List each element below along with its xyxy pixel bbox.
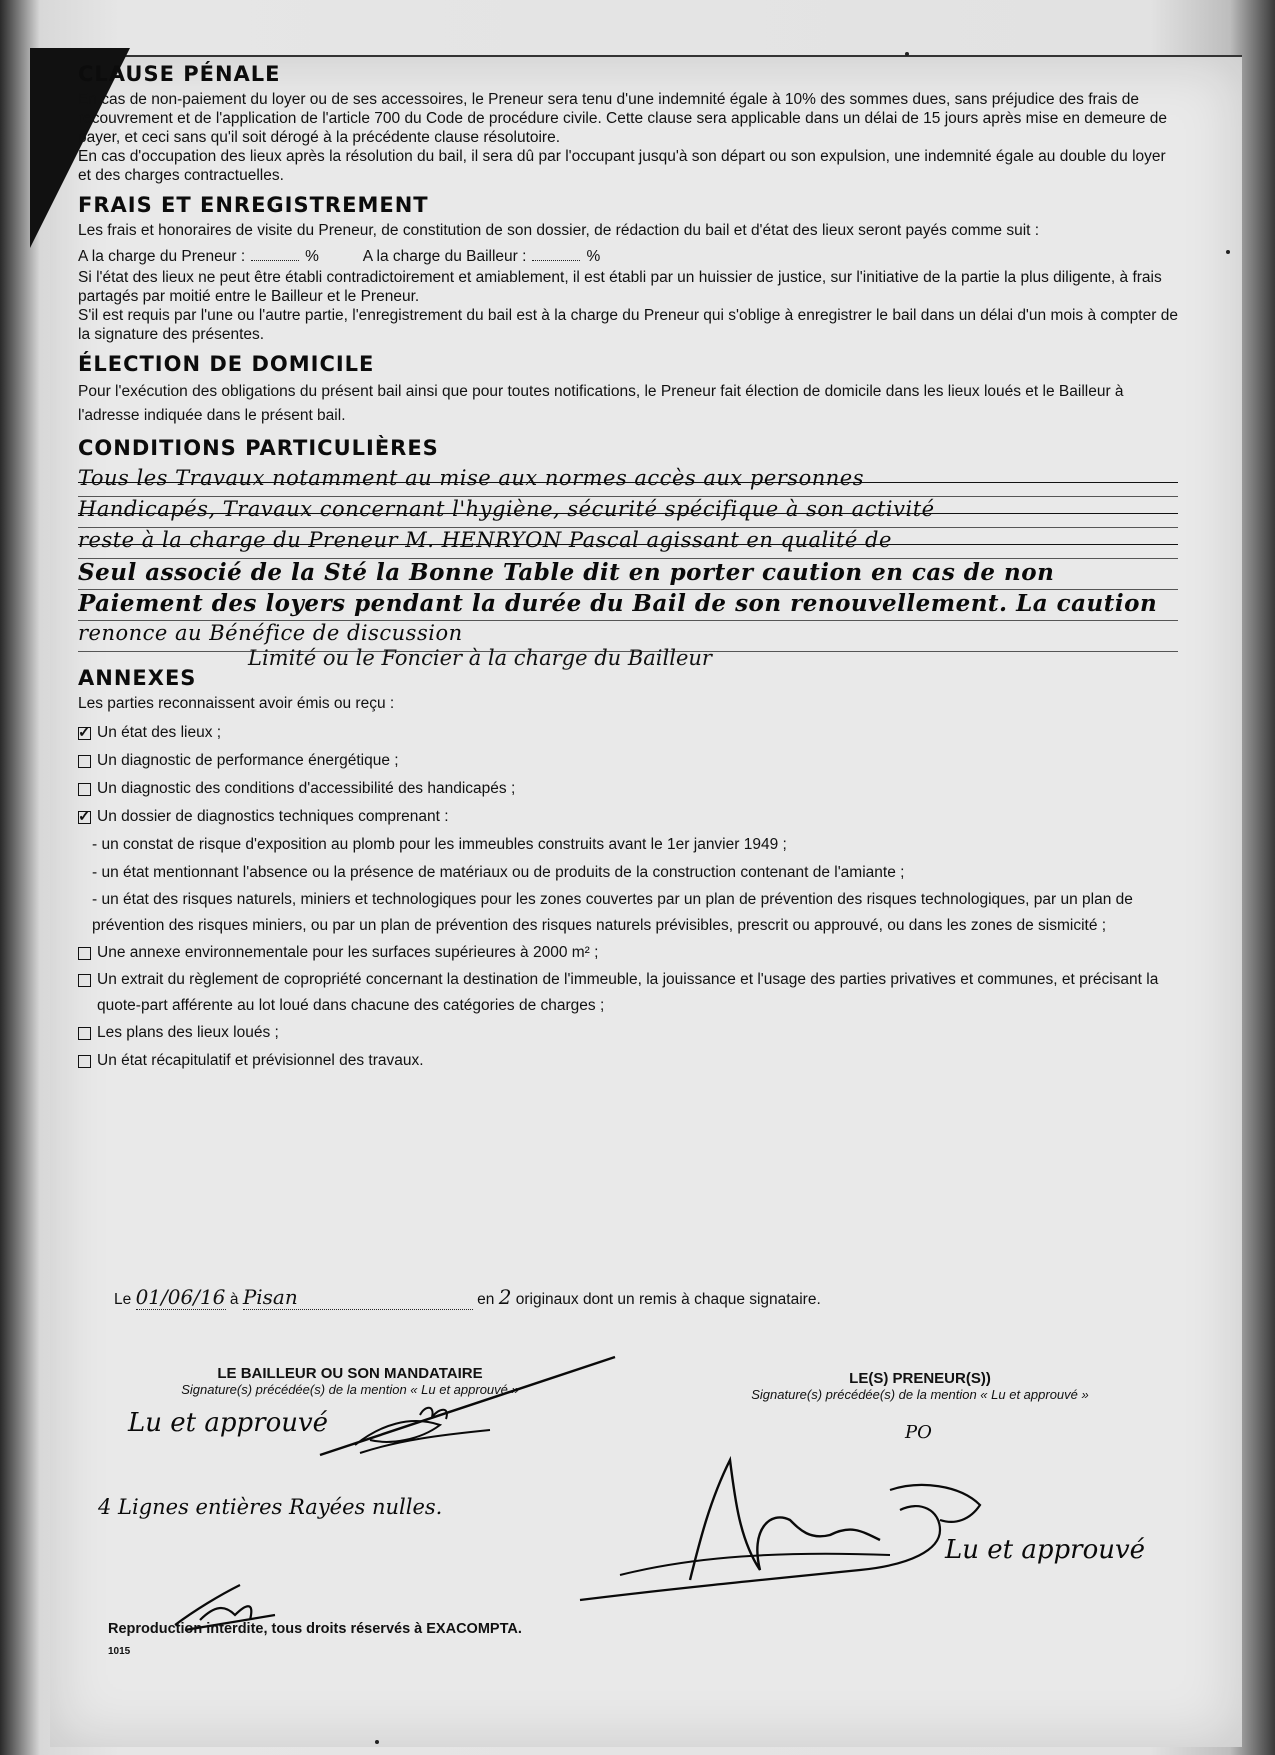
annexes-list (78, 719, 1178, 1075)
annex-checkbox[interactable] (78, 947, 91, 960)
preneur-title: LE(S) PRENEUR(S)) (849, 1370, 991, 1387)
annex-sub-1: - un constat de risque d'exposition au plomb pour les immeubles construits avant le 1er janvier 1949 ; (92, 836, 787, 853)
annex-label: Une annexe environnementale pour les surfaces supérieures à 2000 m² ; (97, 944, 599, 961)
annex-item (78, 967, 1178, 1019)
annex-label: Un dossier de diagnostics techniques comprenant : (97, 808, 449, 825)
scan-speck (905, 52, 909, 56)
signing-count: 2 (498, 1285, 512, 1309)
bailleur-lines-note: 4 Lignes entières Rayées nulles. (98, 1495, 443, 1519)
annex-sub-3: - un état des risques naturels, miniers et technologiques pour les zones couvertes par un plan de prévention des risques technologiques, par un plan de prévention des risques miniers, ou par un plan de prévention des risques naturels prévisibles, prescrit ou approuvé, ou dans les zones de sismicité ; (92, 891, 1133, 934)
annex-item (78, 939, 1178, 967)
scan-speck (1226, 250, 1230, 254)
frais-text-1: Les frais et honoraires de visite du Preneur, de constitution de son dossier, de rédaction du bail et d'état des lieux seront payés comme suit : (78, 222, 1040, 239)
signing-en: en (477, 1291, 495, 1308)
annex-checkbox[interactable] (78, 755, 91, 768)
annex-checkbox[interactable] (78, 811, 91, 824)
signing-rest: originaux dont un remis à chaque signataire. (515, 1291, 821, 1308)
annex-item (78, 719, 1178, 747)
annex-sub-2: - un état mentionnant l'absence ou la présence de matériaux ou de produits de la construction contenant de l'amiante ; (92, 864, 905, 881)
conditions-line: Paiement des loyers pendant la durée du Bail de son renouvellement. La caution (78, 590, 1178, 621)
conditions-handwritten-lines (78, 466, 1178, 652)
charge-bailleur-blank (532, 260, 580, 261)
preneur-signature-scribble (560, 1440, 1080, 1610)
annex-item (78, 803, 1178, 831)
signing-date: 01/06/16 (135, 1285, 226, 1309)
charge-row (78, 248, 1178, 266)
bailleur-note: Signature(s) précédée(s) de la mention « Lu et approuvé » (181, 1382, 519, 1397)
section-annexes (78, 666, 1178, 1075)
charge-preneur-blank (251, 260, 299, 261)
conditions-title: CONDITIONS PARTICULIÈRES (78, 436, 439, 460)
charge-preneur-label: A la charge du Preneur : (78, 248, 246, 265)
annex-checkbox[interactable] (78, 1055, 91, 1068)
annex-checkbox[interactable] (78, 783, 91, 796)
conditions-extra-line: Limité ou le Foncier à la charge du Bailleur (248, 646, 712, 670)
charge-bailleur-percent: % (586, 248, 601, 265)
charge-preneur-percent: % (305, 248, 319, 265)
conditions-line: reste à la charge du Preneur M. HENRYON Pascal agissant en qualité de (78, 528, 1178, 559)
conditions-line: Tous les Travaux notamment au mise aux normes accès aux personnes (78, 466, 1178, 497)
preneur-note: Signature(s) précédée(s) de la mention « Lu et approuvé » (751, 1387, 1089, 1402)
clause-penale-text-2: En cas d'occupation des lieux après la résolution du bail, il sera dû par l'occupant jusqu'à son départ ou son expulsion, une indemnité égale au double du loyer et des charges contractuelles. (78, 148, 1166, 184)
annex-label: Un diagnostic des conditions d'accessibilité des handicapés ; (97, 780, 516, 797)
annex-item (78, 775, 1178, 803)
frais-text-3: S'il est requis par l'une ou l'autre partie, l'enregistrement du bail est à la charge du Preneur qui s'oblige à enregistrer le bail dans un délai d'un mois à compter de la signature des présentes. (78, 307, 1178, 343)
annex-checkbox[interactable] (78, 974, 91, 987)
footer-code: 1015 (108, 1646, 131, 1657)
annexes-intro: Les parties reconnaissent avoir émis ou reçu : (78, 695, 395, 712)
clause-penale-text-1: En cas de non-paiement du loyer ou de ses accessoires, le Preneur sera tenu d'une indemnité égale à 10% des sommes dues, sans préjudice des frais de recouvrement et de l'application de l'article 700 du Code de procédure civile. Cette clause sera applicable dans un délai de 15 jours après mise en demeure de payer, et ceci sans qu'il soit dérogé à la précédente clause résolutoire. (78, 91, 1167, 146)
election-title: ÉLECTION DE DOMICILE (78, 352, 375, 376)
signing-place: Pisan (243, 1285, 473, 1310)
conditions-line: Handicapés, Travaux concernant l'hygiène, sécurité spécifique à son activité (78, 497, 1178, 528)
signing-date-line (114, 1285, 821, 1310)
annex-item (78, 747, 1178, 775)
signing-le: Le (114, 1291, 132, 1308)
annex-label: Les plans des lieux loués ; (97, 1024, 279, 1041)
section-frais (78, 193, 1178, 344)
annex-label: Un extrait du règlement de copropriété concernant la destination de l'immeuble, la jouissance et l'usage des parties privatives et communes, et précisant la quote-part afférente au lot loué dans chacune des catégories de charges ; (97, 971, 1159, 1014)
bailleur-title: LE BAILLEUR OU SON MANDATAIRE (217, 1365, 483, 1382)
annex-label: Un état des lieux ; (97, 724, 222, 741)
signing-a: à (229, 1291, 239, 1308)
scan-speck (375, 1740, 379, 1744)
clause-penale-title: CLAUSE PÉNALE (78, 62, 281, 86)
annex-item (78, 1019, 1178, 1047)
conditions-line: renonce au Bénéfice de discussion (78, 621, 1178, 652)
section-election (78, 352, 1178, 428)
preneur-signature-block (720, 1370, 1120, 1402)
bailleur-handwritten-approval: Lu et approuvé (128, 1408, 329, 1438)
annex-label: Un état récapitulatif et prévisionnel des travaux. (97, 1052, 424, 1069)
footer-copyright: Reproduction interdite, tous droits réservés à EXACOMPTA. (108, 1621, 522, 1637)
preneur-po: PO (905, 1422, 932, 1443)
frais-title: FRAIS ET ENREGISTREMENT (78, 193, 429, 217)
conditions-line: Seul associé de la Sté la Bonne Table dit en porter caution en cas de non (78, 559, 1178, 590)
annex-checkbox[interactable] (78, 727, 91, 740)
document-content (78, 62, 1178, 1083)
election-text: Pour l'exécution des obligations du présent bail ainsi que pour toutes notifications, le Preneur fait élection de domicile dans les lieux loués et le Bailleur à l'adresse indiquée dans le présent bail. (78, 383, 1124, 424)
annexes-title: ANNEXES (78, 666, 197, 690)
charge-bailleur-label: A la charge du Bailleur : (362, 248, 527, 265)
preneur-handwritten-approval: Lu et approuvé (945, 1535, 1146, 1565)
annex-checkbox[interactable] (78, 1027, 91, 1040)
annex-item (78, 1047, 1178, 1075)
section-clause-penale (78, 62, 1178, 185)
frais-text-2: Si l'état des lieux ne peut être établi contradictoirement et amiablement, il est établi par un huissier de justice, sur l'initiative de la partie la plus diligente, à frais partagés par moitié entre le Bailleur et le Preneur. (78, 269, 1162, 305)
annex-label: Un diagnostic de performance énergétique ; (97, 752, 399, 769)
section-conditions (78, 436, 1178, 670)
